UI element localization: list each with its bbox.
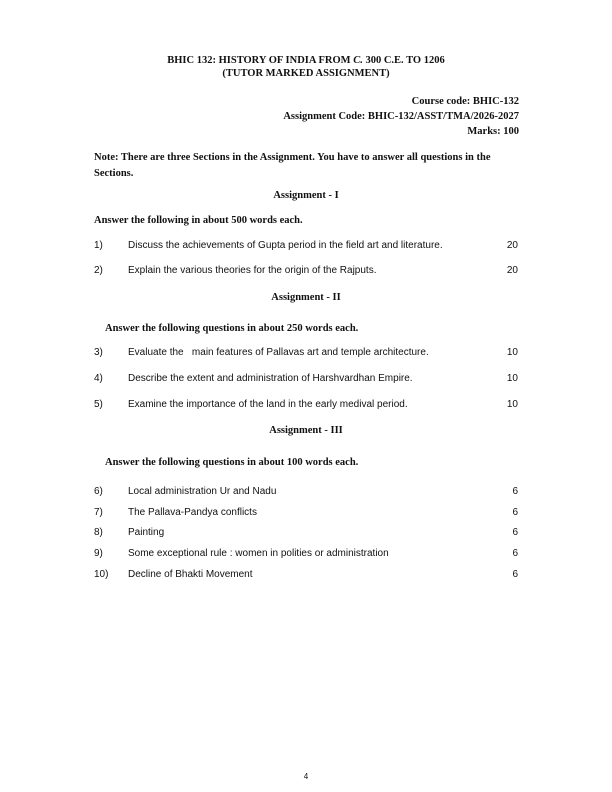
question-number: 4)	[94, 373, 103, 384]
question-text: Explain the various theories for the origin of the Rajputs.	[128, 265, 377, 276]
section-instruction: Answer the following questions in about 100 words each.	[105, 457, 359, 468]
question-number: 1)	[94, 240, 103, 251]
document-subtitle: (TUTOR MARKED ASSIGNMENT)	[222, 68, 390, 79]
question-text: Discuss the achievements of Gupta period in the field art and literature.	[128, 240, 443, 251]
question-row	[94, 399, 520, 413]
question-row	[94, 527, 520, 541]
question-text: Some exceptional rule : women in polities or administration	[128, 548, 389, 559]
question-row	[94, 373, 520, 387]
question-number: 8)	[94, 527, 103, 538]
question-text: Painting	[128, 527, 165, 538]
question-row	[94, 486, 520, 500]
page-number: 4	[303, 772, 309, 781]
question-marks: 6	[512, 486, 518, 497]
question-text: Examine the importance of the land in the early medival period.	[128, 399, 408, 410]
question-row	[94, 265, 520, 279]
question-marks: 6	[512, 507, 518, 518]
question-marks: 6	[512, 548, 518, 559]
question-marks: 20	[506, 240, 518, 251]
question-text: Describe the extent and administration of Harshvardhan Empire.	[128, 373, 413, 384]
section-title: Assignment - II	[271, 292, 341, 303]
question-marks: 6	[512, 527, 518, 538]
question-marks: 20	[506, 265, 518, 276]
question-row	[94, 240, 520, 254]
question-row	[94, 569, 520, 583]
assignment-code: Assignment Code: BHIC-132/ASST/TMA/2026-2027	[283, 111, 519, 122]
question-number: 10)	[94, 569, 109, 580]
question-number: 5)	[94, 399, 103, 410]
section-title: Assignment - I	[273, 190, 339, 201]
question-marks: 10	[506, 399, 518, 410]
question-marks: 10	[506, 373, 518, 384]
question-row	[94, 548, 520, 562]
question-number: 2)	[94, 265, 103, 276]
question-text: Decline of Bhakti Movement	[128, 569, 253, 580]
question-number: 9)	[94, 548, 103, 559]
question-number: 3)	[94, 347, 103, 358]
question-text: Local administration Ur and Nadu	[128, 486, 277, 497]
question-text: Evaluate the main features of Pallavas art and temple architecture.	[128, 347, 429, 358]
document-title: BHIC 132: HISTORY OF INDIA FROM C. 300 C.E. TO 1206	[167, 55, 445, 66]
question-marks: 10	[506, 347, 518, 358]
assignment-note: Note: There are three Sections in the Assignment. You have to answer all questions in the Sections.	[94, 152, 491, 179]
question-row	[94, 507, 520, 521]
section-instruction: Answer the following in about 500 words each.	[94, 215, 303, 226]
question-number: 7)	[94, 507, 103, 518]
question-number: 6)	[94, 486, 103, 497]
question-marks: 6	[512, 569, 518, 580]
section-instruction: Answer the following questions in about 250 words each.	[105, 323, 359, 334]
course-code: Course code: BHIC-132	[411, 96, 519, 107]
total-marks: Marks: 100	[467, 126, 519, 137]
question-row	[94, 347, 520, 361]
question-text: The Pallava-Pandya conflicts	[128, 507, 257, 518]
section-title: Assignment - III	[269, 425, 343, 436]
